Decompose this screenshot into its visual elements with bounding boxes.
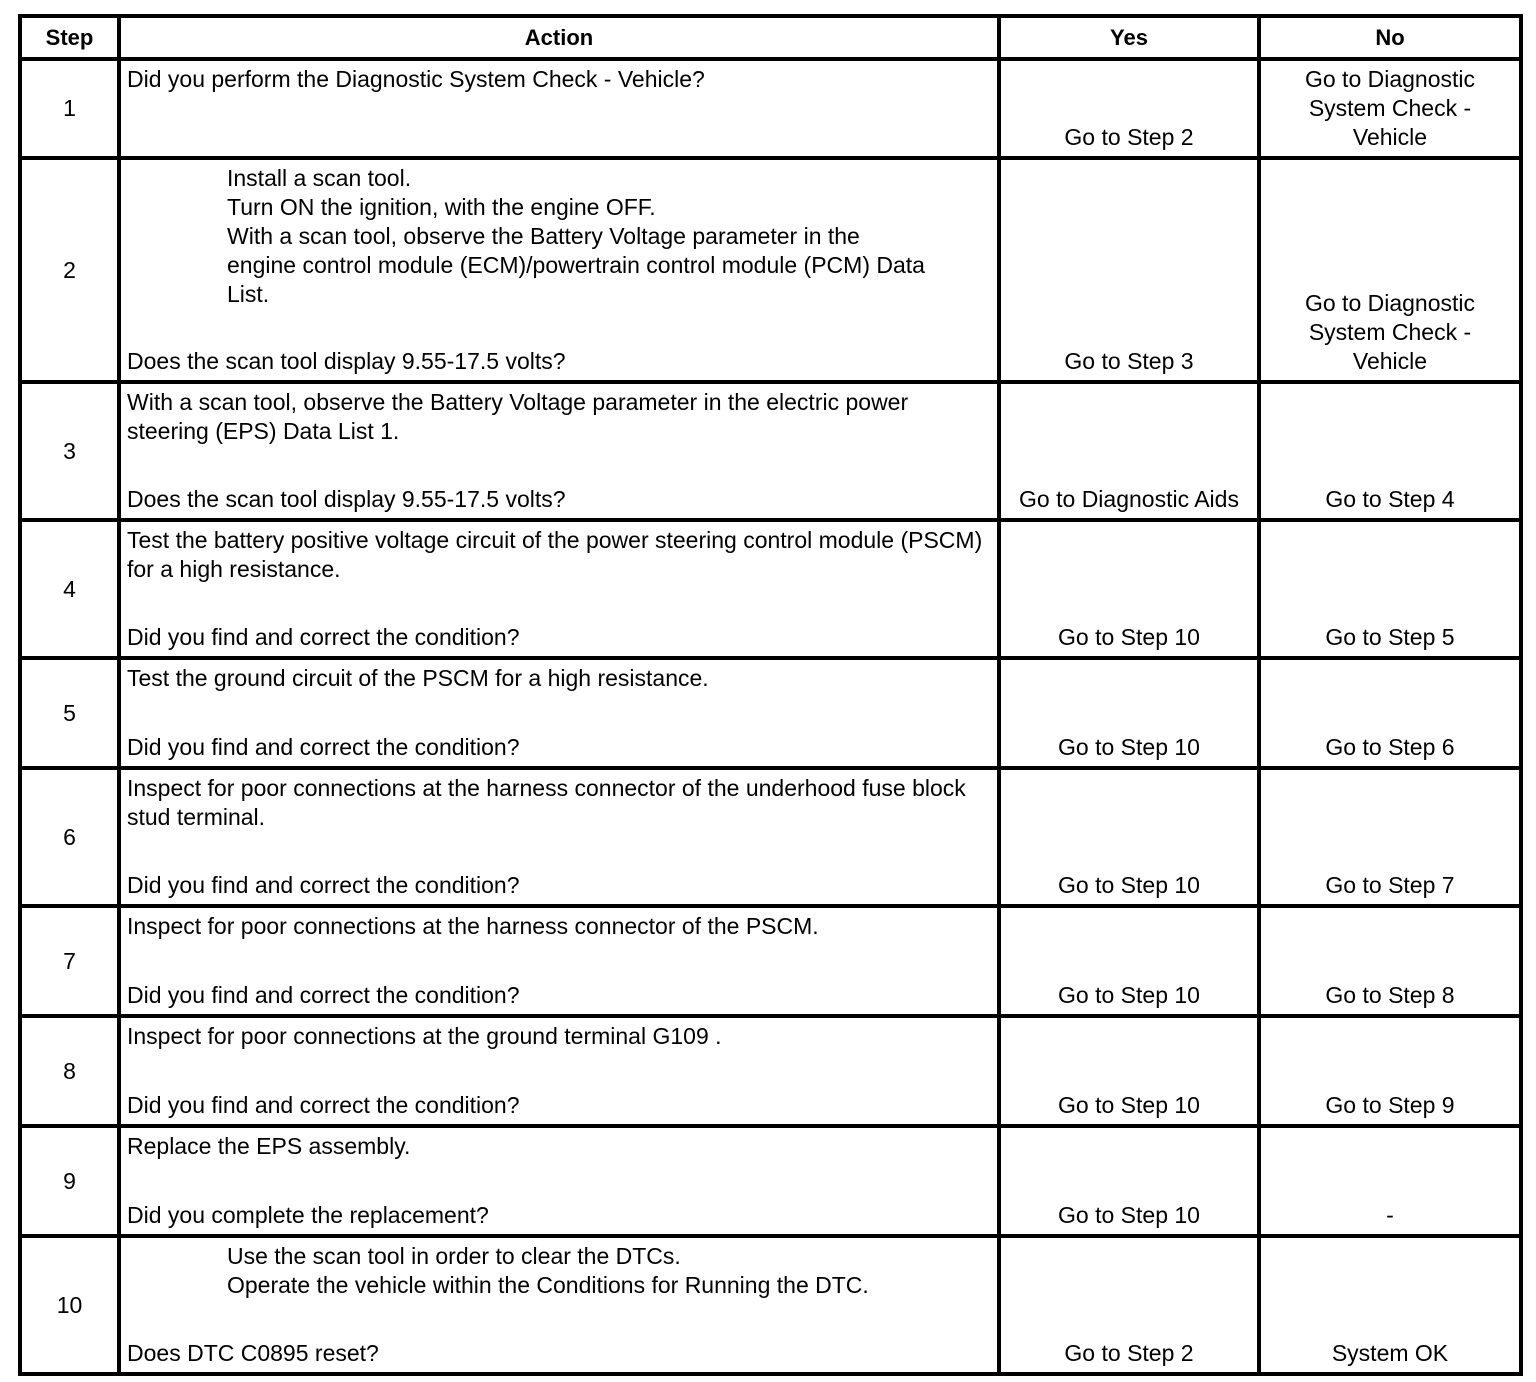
action-cell — [119, 1126, 999, 1236]
table-row — [20, 906, 1521, 1016]
header-row — [20, 16, 1521, 59]
step-number: 6 — [20, 768, 119, 906]
header-action: Action — [119, 16, 999, 59]
table-row — [20, 382, 1521, 520]
yes-result: Go to Step 3 — [999, 158, 1259, 382]
action-step-line: engine control module (ECM)/powertrain control module (PCM) Data — [227, 252, 925, 278]
action-content — [127, 664, 991, 762]
action-instructions — [127, 1242, 991, 1300]
table-row — [20, 59, 1521, 158]
action-content — [127, 1242, 991, 1368]
table-row — [20, 1016, 1521, 1126]
action-instructions — [127, 1022, 991, 1051]
action-step-line: Turn ON the ignition, with the engine OFF. — [227, 194, 656, 220]
action-cell — [119, 1236, 999, 1374]
action-content — [127, 1132, 991, 1230]
yes-result: Go to Step 2 — [999, 1236, 1259, 1374]
step-number: 3 — [20, 382, 119, 520]
action-question: Did you find and correct the condition? — [127, 872, 520, 898]
action-instructions — [127, 912, 991, 941]
action-instructions — [127, 774, 991, 832]
action-instructions — [127, 664, 991, 693]
step-number: 5 — [20, 658, 119, 768]
no-result-line: Go to Step 8 — [1325, 982, 1455, 1008]
action-content — [127, 164, 991, 376]
no-result — [1259, 1126, 1521, 1236]
yes-result: Go to Diagnostic Aids — [999, 382, 1259, 520]
action-text: Inspect for poor connections at the ground terminal G109 . — [127, 1023, 722, 1049]
table-row — [20, 768, 1521, 906]
action-question: Does DTC C0895 reset? — [127, 1340, 379, 1366]
action-instructions — [127, 65, 991, 94]
action-instructions — [127, 388, 991, 446]
no-result — [1259, 520, 1521, 658]
step-number: 7 — [20, 906, 119, 1016]
action-question: Did you complete the replacement? — [127, 1202, 489, 1228]
no-result — [1259, 1236, 1521, 1374]
no-result — [1259, 158, 1521, 382]
no-result-line: - — [1386, 1202, 1394, 1228]
action-steps — [127, 1242, 991, 1300]
action-question: Did you find and correct the condition? — [127, 1092, 520, 1118]
no-result-line: Go to Step 4 — [1325, 486, 1455, 512]
action-instructions — [127, 164, 991, 309]
no-result-line: System Check - — [1308, 319, 1472, 345]
step-number: 8 — [20, 1016, 119, 1126]
action-content — [127, 774, 991, 900]
action-cell — [119, 520, 999, 658]
action-content — [127, 1022, 991, 1120]
no-result-line: Go to Step 7 — [1325, 872, 1455, 898]
diagnostic-table — [18, 14, 1523, 1376]
action-cell — [119, 158, 999, 382]
action-cell — [119, 382, 999, 520]
action-step-line: Operate the vehicle within the Conditions for Running the DTC. — [227, 1272, 869, 1298]
action-steps — [127, 164, 991, 309]
yes-result: Go to Step 10 — [999, 1126, 1259, 1236]
action-content — [127, 65, 991, 152]
table-row — [20, 1126, 1521, 1236]
no-result-line: System OK — [1331, 1340, 1449, 1366]
yes-result: Go to Step 10 — [999, 658, 1259, 768]
step-number: 2 — [20, 158, 119, 382]
yes-result: Go to Step 10 — [999, 1016, 1259, 1126]
action-step-line: Use the scan tool in order to clear the DTCs. — [227, 1243, 681, 1269]
no-result-line: Vehicle — [1352, 124, 1428, 150]
action-text: Test the ground circuit of the PSCM for a high resistance. — [127, 665, 709, 691]
action-cell — [119, 1016, 999, 1126]
action-instructions — [127, 526, 991, 584]
yes-result: Go to Step 10 — [999, 906, 1259, 1016]
table-row — [20, 1236, 1521, 1374]
action-content — [127, 526, 991, 652]
no-result — [1259, 382, 1521, 520]
header-step: Step — [20, 16, 119, 59]
no-result — [1259, 906, 1521, 1016]
action-step-line: List. — [227, 281, 270, 307]
action-cell — [119, 906, 999, 1016]
action-text: Test the battery positive voltage circuit of the power steering control module (PSCM) for a high resistance. — [127, 527, 983, 582]
no-result-line: Go to Step 5 — [1325, 624, 1455, 650]
no-result-line: Vehicle — [1352, 348, 1428, 374]
action-text: Replace the EPS assembly. — [127, 1133, 411, 1159]
no-result — [1259, 1016, 1521, 1126]
header-yes: Yes — [999, 16, 1259, 59]
yes-result: Go to Step 2 — [999, 59, 1259, 158]
action-question: Did you find and correct the condition? — [127, 734, 520, 760]
action-instructions — [127, 1132, 991, 1161]
yes-result: Go to Step 10 — [999, 768, 1259, 906]
header-no: No — [1259, 16, 1521, 59]
action-question: Did you find and correct the condition? — [127, 982, 520, 1008]
action-text: Did you perform the Diagnostic System Check - Vehicle? — [127, 66, 705, 92]
table-row — [20, 158, 1521, 382]
action-cell — [119, 658, 999, 768]
no-result — [1259, 658, 1521, 768]
action-content — [127, 912, 991, 1010]
no-result-line: Go to Step 9 — [1325, 1092, 1455, 1118]
action-step-line: With a scan tool, observe the Battery Voltage parameter in the — [227, 223, 860, 249]
action-step-line: Install a scan tool. — [227, 165, 412, 191]
step-number: 1 — [20, 59, 119, 158]
step-number: 4 — [20, 520, 119, 658]
no-result-line: Go to Diagnostic — [1304, 66, 1476, 92]
action-content — [127, 388, 991, 514]
action-cell — [119, 768, 999, 906]
no-result-line: Go to Step 6 — [1325, 734, 1455, 760]
action-cell — [119, 59, 999, 158]
step-number: 9 — [20, 1126, 119, 1236]
no-result-line: System Check - — [1308, 95, 1472, 121]
no-result — [1259, 768, 1521, 906]
action-question: Does the scan tool display 9.55-17.5 volts? — [127, 486, 566, 512]
no-result — [1259, 59, 1521, 158]
no-result-line: Go to Diagnostic — [1304, 290, 1476, 316]
action-question: Does the scan tool display 9.55-17.5 volts? — [127, 348, 566, 374]
yes-result: Go to Step 10 — [999, 520, 1259, 658]
action-text: Inspect for poor connections at the harness connector of the underhood fuse block stud terminal. — [127, 775, 966, 830]
table-body — [20, 59, 1521, 1374]
action-text: Inspect for poor connections at the harness connector of the PSCM. — [127, 913, 819, 939]
step-number: 10 — [20, 1236, 119, 1374]
action-question: Did you find and correct the condition? — [127, 624, 520, 650]
action-text: With a scan tool, observe the Battery Voltage parameter in the electric power steering (EPS) Data List 1. — [127, 389, 909, 444]
table-row — [20, 520, 1521, 658]
table-row — [20, 658, 1521, 768]
